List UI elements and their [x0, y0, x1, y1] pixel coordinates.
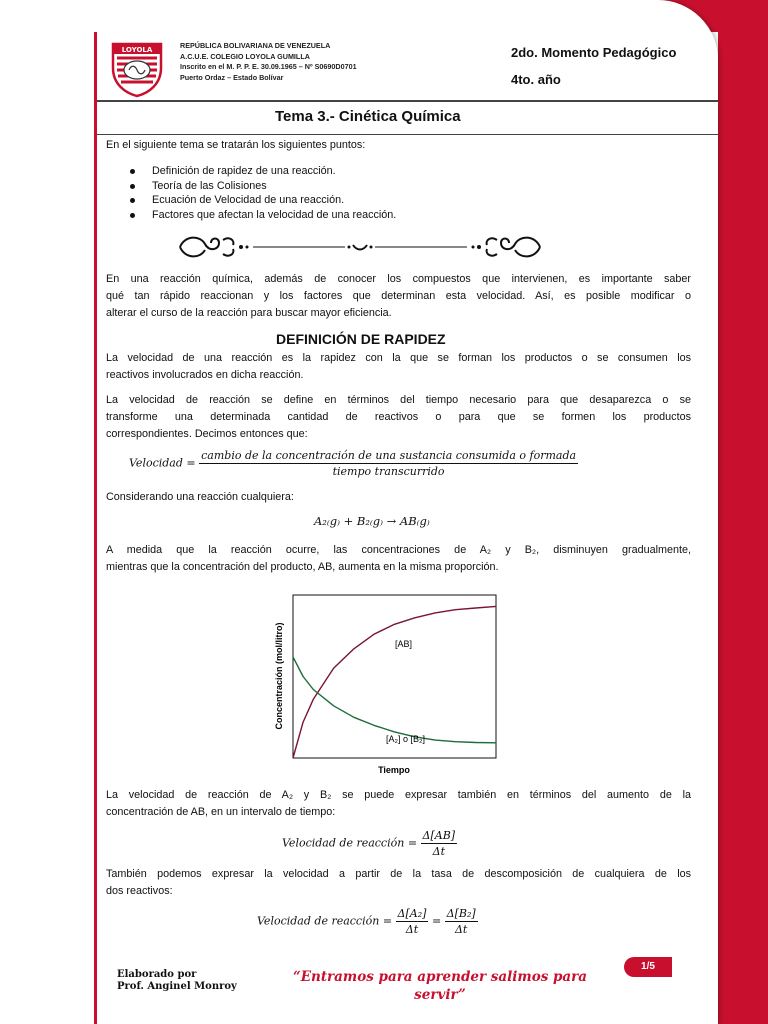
topic-list	[130, 164, 396, 222]
text-line: transforme una determinada cantidad de reactivos o para que se formen los productos	[106, 411, 691, 423]
intro-text: En el siguiente tema se tratarán los siguientes puntos:	[106, 139, 366, 151]
paragraph-1	[106, 271, 691, 322]
text-line: La velocidad de reacción de A₂ y B₂ se puede expresar también en términos del aumento de la	[106, 789, 691, 801]
series-label-a2-b2: [A₂] o [B₂]	[386, 734, 426, 744]
author-credit	[117, 969, 237, 993]
equation-lhs: Velocidad =	[129, 456, 196, 470]
text-line: concentración de AB, en un intervalo de tiempo:	[106, 806, 336, 818]
ornament-divider	[175, 230, 545, 264]
list-item: Factores que afectan la velocidad de una reacción.	[130, 208, 396, 223]
section-title: DEFINICIÓN DE RAPIDEZ	[276, 331, 446, 347]
quote-line: “Entramos para aprender salimos para	[292, 969, 588, 985]
text-line: reactivos involucrados en dicha reacción.	[106, 369, 304, 381]
equals-sign: =	[431, 914, 442, 928]
paragraph-5	[106, 787, 691, 821]
grade-level: 4to. año	[511, 72, 561, 87]
list-item: Definición de rapidez de una reacción.	[130, 164, 396, 179]
equation-fraction	[396, 907, 429, 936]
reaction-equation: A₂₍g₎ + B₂₍g₎ → AB₍g₎	[314, 514, 430, 528]
quote-line: servir”	[414, 987, 466, 1003]
equation-lhs: Velocidad de reacción =	[257, 914, 393, 928]
series-label-ab: [AB]	[395, 639, 413, 649]
right-red-band	[718, 0, 768, 1024]
paragraph-6	[106, 866, 691, 900]
fraction-numerator: cambio de la concentración de una sustancia consumida o formada	[201, 449, 577, 462]
fraction-denominator: tiempo transcurrido	[332, 465, 445, 478]
page-number-badge: 1/5	[624, 957, 672, 977]
institution-line: A.C.U.E. COLEGIO LOYOLA GUMILLA	[180, 51, 310, 61]
logo-text: LOYOLA	[121, 46, 153, 54]
text-line: qué tan rápido reaccionan y los factores que determinan esta velocidad. Así, es posible modificar o	[106, 290, 691, 302]
text-line: dos reactivos:	[106, 885, 173, 897]
series-line-a2-b2	[293, 657, 496, 743]
school-logo	[107, 38, 167, 98]
rate-equation-reactants	[257, 907, 478, 936]
paragraph-3	[106, 392, 691, 443]
fraction-denominator: Δt	[454, 923, 468, 936]
text-line: También podemos expresar la velocidad a partir de la tasa de descomposición de cualquiera de los	[106, 868, 691, 880]
x-axis-label: Tiempo	[378, 765, 410, 775]
list-item: Teoría de las Colisiones	[130, 179, 396, 194]
rate-equation-ab	[282, 829, 457, 858]
page-title: Tema 3.- Cinética Química	[275, 108, 461, 125]
footer-quote	[280, 968, 600, 1004]
concentration-chart	[268, 590, 508, 780]
institution-line: REPÚBLICA BOLIVARIANA DE VENEZUELA	[180, 41, 331, 50]
considering-text: Considerando una reacción cualquiera:	[106, 491, 294, 503]
author-line: Prof. Anginel Monroy	[117, 981, 237, 992]
text-line: En una reacción química, además de conocer los compuestos que intervienen, es importante saber	[106, 273, 691, 285]
text-line: La velocidad de una reacción es la rapidez con la que se forman los productos o se consumen los	[106, 352, 691, 364]
author-line: Elaborado por	[117, 969, 197, 980]
fraction-numerator: Δ[A₂]	[397, 907, 427, 920]
equation-fraction	[421, 829, 458, 858]
text-line: mientras que la concentración del producto, AB, aumenta en la misma proporción.	[106, 561, 499, 573]
fraction-denominator: Δt	[405, 923, 419, 936]
equation-lhs: Velocidad de reacción =	[282, 836, 418, 850]
left-margin-line	[94, 32, 97, 1024]
institution-line: Inscrito en el M. P. P. E. 30.09.1965 – Nº S0690D0701	[180, 62, 357, 71]
pedagogical-moment: 2do. Momento Pedagógico	[511, 45, 677, 60]
fraction-numerator: Δ[AB]	[422, 829, 456, 842]
y-axis-label: Concentración (mol/litro)	[274, 622, 284, 730]
text-line: A medida que la reacción ocurre, las concentraciones de A₂ y B₂, disminuyen gradualmente,	[106, 544, 691, 556]
text-line: La velocidad de reacción se define en términos del tiempo necesario para que desaparezca o se	[106, 394, 691, 406]
text-line: correspondientes. Decimos entonces que:	[106, 428, 308, 440]
institution-line: Puerto Ordaz – Estado Bolívar	[180, 72, 284, 82]
list-item: Ecuación de Velocidad de una reacción.	[130, 193, 396, 208]
velocity-equation	[129, 449, 578, 478]
institution-info	[180, 41, 357, 83]
equation-fraction	[445, 907, 478, 936]
paragraph-2	[106, 350, 691, 384]
header-divider	[97, 100, 718, 102]
fraction-denominator: Δt	[432, 845, 446, 858]
fraction-numerator: Δ[B₂]	[446, 907, 476, 920]
text-line: alterar el curso de la reacción para buscar mayor eficiencia.	[106, 307, 392, 319]
paragraph-4	[106, 542, 691, 576]
title-divider	[97, 134, 718, 135]
equation-fraction	[199, 449, 578, 478]
